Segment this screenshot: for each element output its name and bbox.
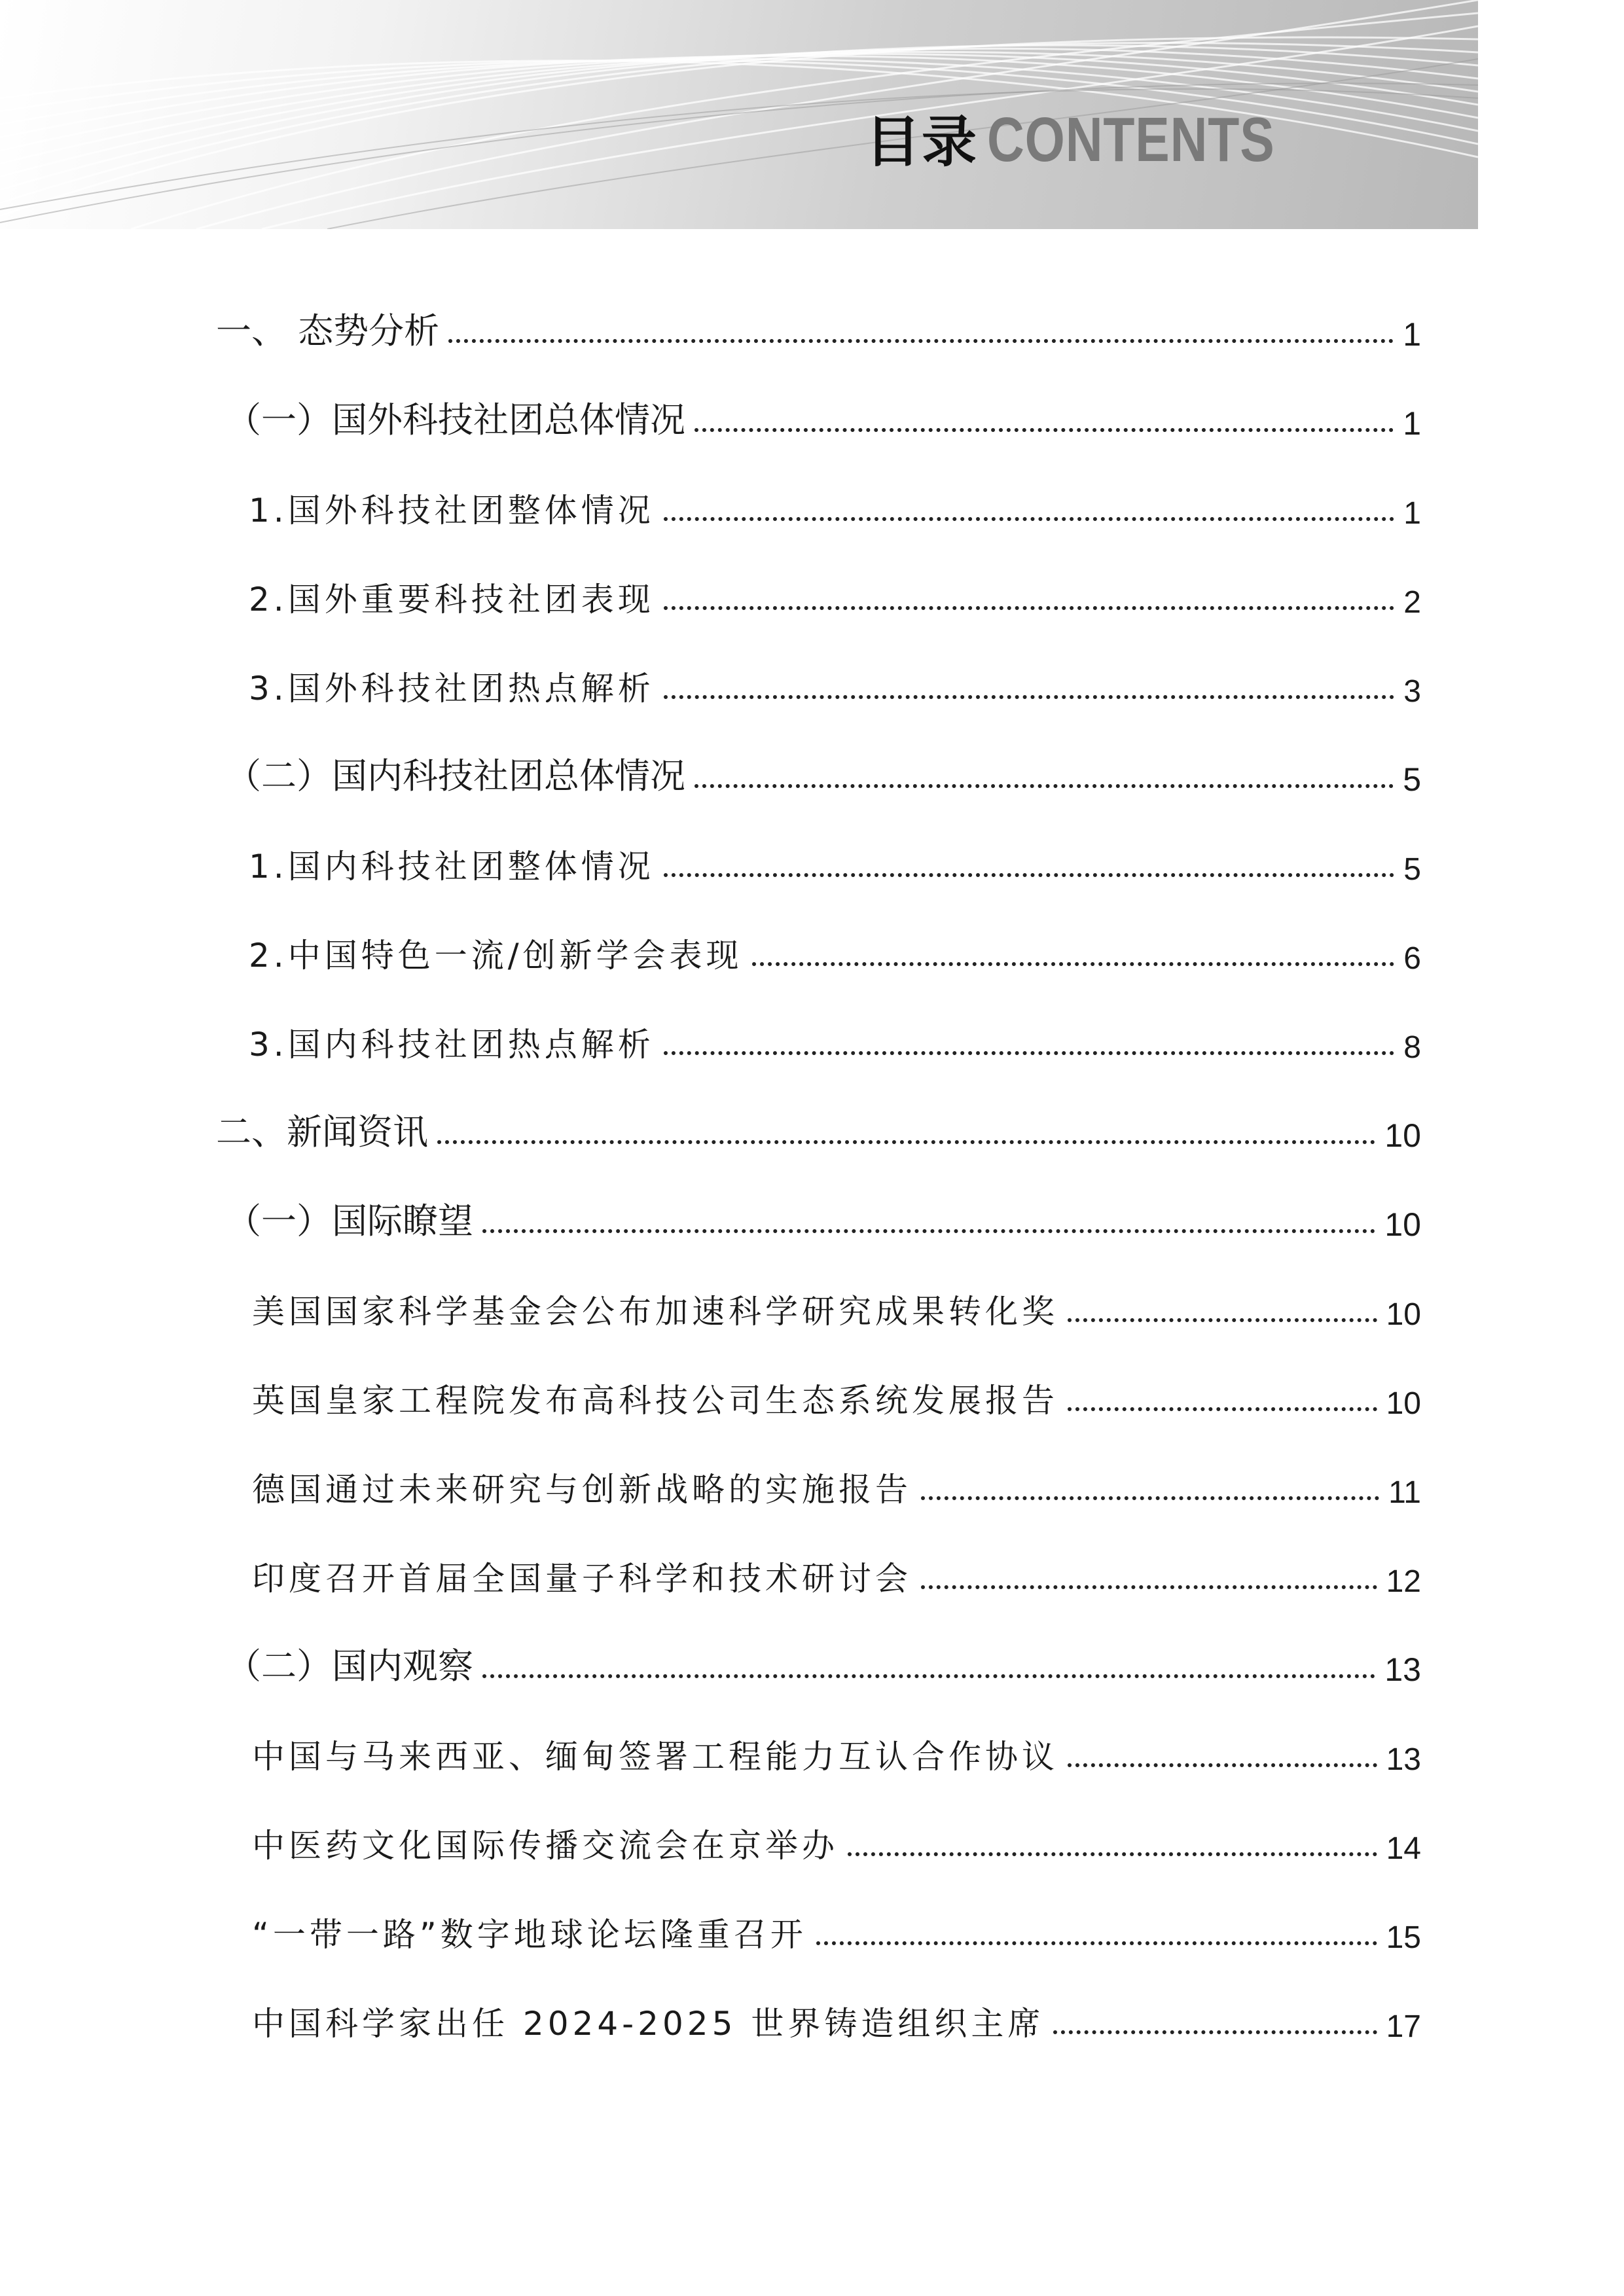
toc-entry-title: （一）国外科技社团总体情况	[226, 399, 685, 440]
toc-entry-title: （二）国内科技社团总体情况	[226, 755, 685, 797]
toc-entry[interactable]	[252, 1267, 1421, 1333]
toc-page-number: 1	[1403, 496, 1421, 531]
dot-leader	[752, 962, 1395, 966]
toc-entry-title: 美国国家科学基金会公布加速科学研究成果转化奖	[252, 1293, 1058, 1331]
toc-entry-title: 中国与马来西亚、缅甸签署工程能力互认合作协议	[252, 1738, 1058, 1776]
toc-page-number: 3	[1403, 674, 1421, 709]
toc-entry[interactable]	[226, 1178, 1421, 1244]
dot-leader	[1068, 1763, 1377, 1767]
toc-entry[interactable]	[249, 1000, 1421, 1066]
title-english: CONTENTS	[987, 105, 1275, 175]
toc-entry-title: 中医药文化国际传播交流会在京举办	[252, 1827, 839, 1865]
toc-page-number: 15	[1386, 1920, 1421, 1955]
toc-entry[interactable]	[216, 288, 1421, 353]
toc-entry[interactable]	[252, 1712, 1421, 1778]
toc-entry-title: 中国科学家出任 2024-2025 世界铸造组织主席	[252, 2005, 1045, 2043]
toc-entry[interactable]	[249, 644, 1421, 709]
toc-page-number: 1	[1403, 405, 1421, 442]
dot-leader	[664, 606, 1395, 610]
toc-page-number: 10	[1384, 1117, 1421, 1154]
toc-entry[interactable]	[252, 1801, 1421, 1867]
dot-leader	[664, 517, 1395, 521]
dot-leader	[664, 1051, 1395, 1055]
dot-leader	[437, 1140, 1375, 1144]
toc-page-number: 10	[1384, 1206, 1421, 1243]
dot-leader	[695, 428, 1394, 432]
title-chinese: 目录	[865, 110, 979, 174]
toc-entry[interactable]	[249, 911, 1421, 977]
toc-entry[interactable]	[252, 1445, 1421, 1511]
dot-leader	[1068, 1318, 1377, 1322]
toc-entry-title: （二）国内观察	[226, 1645, 473, 1687]
toc-page-number: 12	[1386, 1564, 1421, 1599]
dot-leader	[816, 1941, 1377, 1945]
toc-entry[interactable]	[216, 1089, 1421, 1155]
toc-entry[interactable]	[252, 1890, 1421, 1956]
dot-leader	[448, 339, 1394, 343]
dot-leader	[482, 1674, 1375, 1678]
dot-leader	[1068, 1407, 1377, 1411]
toc-entry-title: “一带一路”数字地球论坛隆重召开	[252, 1916, 807, 1954]
toc-entry[interactable]	[252, 1356, 1421, 1422]
toc-entry-title: 2.国外重要科技社团表现	[249, 581, 655, 619]
toc-page-number: 5	[1403, 852, 1421, 887]
toc-page-number: 6	[1403, 941, 1421, 976]
toc-entry-title: （一）国际瞭望	[226, 1200, 473, 1242]
toc-entry-title: 印度召开首届全国量子科学和技术研讨会	[252, 1560, 912, 1598]
dot-leader	[695, 784, 1394, 788]
dot-leader	[664, 695, 1395, 699]
toc-page-number: 13	[1384, 1651, 1421, 1688]
toc-entry[interactable]	[252, 1979, 1421, 2045]
dot-leader	[848, 1852, 1377, 1856]
dot-leader	[921, 1496, 1379, 1500]
toc-page-number: 17	[1386, 2009, 1421, 2044]
dot-leader	[1053, 2030, 1377, 2034]
toc-page-number: 13	[1386, 1742, 1421, 1777]
toc-page-number: 2	[1403, 585, 1421, 620]
toc-entry[interactable]	[252, 1534, 1421, 1600]
toc-entry[interactable]	[226, 1623, 1421, 1689]
toc-page-number: 10	[1386, 1297, 1421, 1332]
toc-entry-title: 1.国内科技社团整体情况	[249, 848, 655, 886]
toc-page-number: 10	[1386, 1386, 1421, 1421]
dot-leader	[482, 1229, 1375, 1233]
toc-entry-title: 二、新闻资讯	[216, 1111, 428, 1153]
toc-entry-title: 一、 态势分析	[216, 310, 440, 351]
toc-entry[interactable]	[226, 377, 1421, 442]
toc-entry[interactable]	[249, 822, 1421, 888]
header-banner	[0, 0, 1478, 229]
toc-page-number: 5	[1403, 761, 1421, 798]
toc-page-number: 1	[1403, 316, 1421, 353]
toc-entry-title: 3.国内科技社团热点解析	[249, 1026, 655, 1064]
toc-page-number: 8	[1403, 1030, 1421, 1065]
dot-leader	[921, 1585, 1377, 1589]
toc-entry-title: 2.中国特色一流/创新学会表现	[249, 937, 743, 975]
toc-entry[interactable]	[249, 555, 1421, 620]
toc-entry-title: 1.国外科技社团整体情况	[249, 492, 655, 529]
page-title	[865, 98, 1338, 183]
toc-entry[interactable]	[249, 466, 1421, 531]
toc-page-number: 14	[1386, 1831, 1421, 1866]
toc-page-number: 11	[1388, 1475, 1421, 1510]
toc-entry-title: 德国通过未来研究与创新战略的实施报告	[252, 1471, 912, 1509]
dot-leader	[664, 873, 1395, 877]
toc-entry[interactable]	[226, 733, 1421, 798]
toc-entry-title: 英国皇家工程院发布高科技公司生态系统发展报告	[252, 1382, 1058, 1420]
toc-entry-title: 3.国外科技社团热点解析	[249, 670, 655, 708]
